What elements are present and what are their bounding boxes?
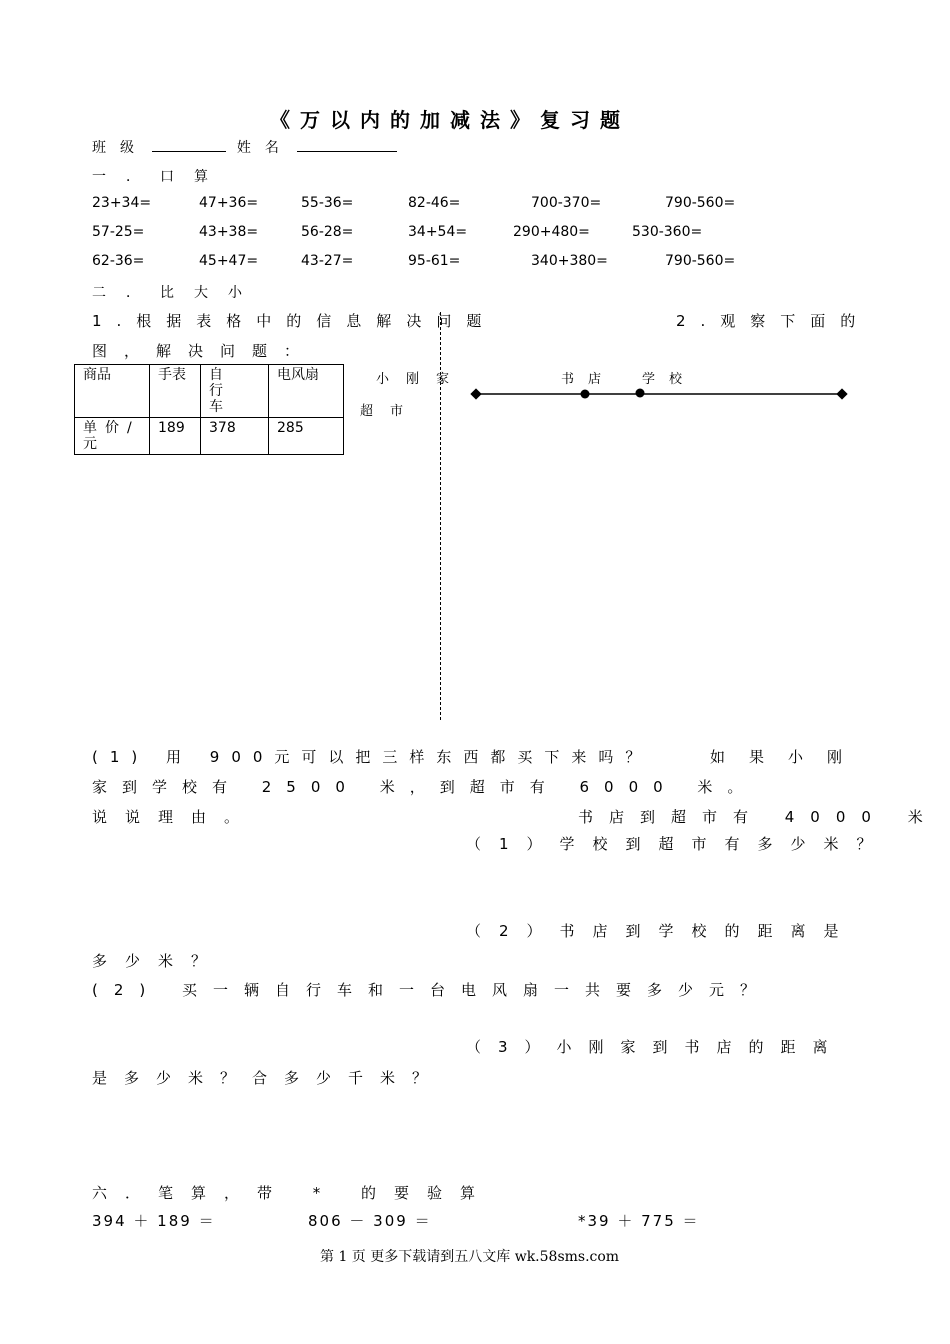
mental-math-item: 62-36= [92, 253, 145, 269]
written-calc-problem: *39 ＋ 775 ＝ [578, 1212, 700, 1230]
written-calc-problem: 394 ＋ 189 ＝ [92, 1212, 216, 1230]
page-footer: 第 1 页 更多下载请到五八文库 wk.58sms.com [320, 1249, 620, 1265]
written-calc-problem: 806 － 309 ＝ [308, 1212, 432, 1230]
table-cell: 189 [150, 418, 201, 455]
mental-math-item: 55-36= [301, 195, 354, 211]
class-name-line [92, 137, 397, 157]
mental-math-item: 43-27= [301, 253, 354, 269]
left-question-1b: 说说理由。 [92, 808, 258, 826]
right-question-2a: （2）书店到学校的距离是 [466, 922, 857, 940]
right-question-3a: （3）小刚家到书店的距离 [466, 1038, 845, 1056]
right-question-3b: 是多少米？合多少千米？ [92, 1069, 445, 1087]
column-divider [440, 312, 441, 720]
name-label: 姓名 [236, 140, 293, 156]
right-info-a: 如果小刚 [710, 748, 867, 766]
mental-math-item: 23+34= [92, 195, 152, 211]
map-label-school: 学校 [642, 372, 697, 387]
q1-intro: 1.根据表格中的信息解决问题 [92, 312, 497, 330]
mental-math-item: 34+54= [408, 224, 468, 240]
distance-map-line [466, 383, 856, 405]
table-cell: 285 [269, 418, 344, 455]
table-cell: 378 [201, 418, 269, 455]
table-header-cell: 手表 [150, 365, 201, 418]
mental-math-item: 340+380= [531, 253, 608, 269]
right-info-b: 家到学校有 2500 米，到超市有 6000 米。 [92, 778, 758, 796]
mental-math-item: 43+38= [199, 224, 259, 240]
table-header-cell: 电风扇 [269, 365, 344, 418]
section2-heading: 二．比大小 [92, 285, 262, 301]
map-point-school [636, 389, 645, 398]
section6-heading: 六．笔算，带 * 的要验算 [92, 1184, 494, 1202]
q2-intro-a: 2.观察下面的 [676, 312, 871, 330]
mental-math-item: 95-61= [408, 253, 461, 269]
class-blank[interactable] [152, 137, 226, 152]
map-label-home: 小刚家 [376, 372, 467, 387]
mental-math-item: 530-360= [632, 224, 703, 240]
map-label-bookstore: 书店 [561, 372, 616, 387]
class-label: 班级 [92, 140, 148, 156]
mental-math-item: 45+47= [199, 253, 259, 269]
mental-math-item: 57-25= [92, 224, 145, 240]
map-label-market: 超市 [360, 404, 421, 419]
map-point-market [836, 388, 847, 399]
table-header-cell: 商品 [75, 365, 150, 418]
left-question-1a: (1) 用 900元可以把三样东西都买下来吗？ [92, 748, 653, 766]
map-point-bookstore [581, 390, 590, 399]
section1-heading: 一．口算 [92, 169, 228, 185]
mental-math-item: 82-46= [408, 195, 461, 211]
right-question-2b: 多少米？ [92, 952, 225, 970]
table-header-cell: 自行车 [201, 365, 269, 418]
mental-math-item: 56-28= [301, 224, 354, 240]
map-point-home [470, 388, 481, 399]
mental-math-item: 290+480= [513, 224, 590, 240]
name-blank[interactable] [297, 137, 397, 152]
mental-math-item: 790-560= [665, 253, 736, 269]
mental-math-item: 47+36= [199, 195, 259, 211]
q2-intro-b: 图，解决问题： [92, 342, 317, 360]
right-question-1: （1）学校到超市有多少米？ [466, 835, 890, 853]
table-row-label: 单价/元 [75, 418, 150, 455]
mental-math-item: 790-560= [665, 195, 736, 211]
mental-math-item: 700-370= [531, 195, 602, 211]
right-info-c: 书店到超市有 4000 米 [578, 808, 939, 826]
left-question-2: (2) 买一辆自行车和一台电风扇一共要多少元？ [92, 981, 772, 999]
page-title: 《万以内的加减法》复习题 [270, 108, 630, 132]
price-table [74, 364, 344, 455]
